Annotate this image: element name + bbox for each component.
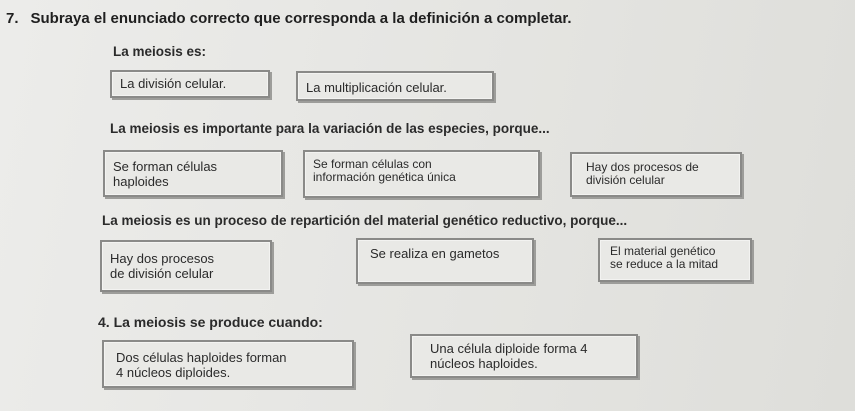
exercise-instruction: Subraya el enunciado correcto que corresponda a la definición a completar.	[30, 10, 572, 27]
q4-option-diploide-forma-haploides[interactable]	[410, 334, 638, 378]
option-label-line-1: Dos células haploides forman	[116, 350, 287, 365]
option-label: La división celular.	[120, 76, 227, 91]
q2-option-informacion-genetica-unica[interactable]	[303, 150, 540, 198]
option-label-line-2: núcleos haploides.	[430, 356, 538, 371]
option-label-line-1: Se forman células	[113, 159, 218, 174]
question-2-prompt: La meiosis es importante para la variación de las especies, porque...	[110, 121, 550, 136]
question-3-prompt: La meiosis es un proceso de repartición del material genético reductivo, porque...	[102, 213, 628, 228]
option-label-line-2: 4 núcleos diploides.	[116, 365, 231, 380]
option-label-line-1: El material genético	[610, 244, 716, 258]
q2-option-dos-procesos-division[interactable]	[570, 152, 742, 197]
question-4-prompt: 4. La meiosis se produce cuando:	[98, 314, 323, 330]
option-label-line-1: Hay dos procesos de	[586, 160, 699, 174]
option-label-line-2: se reduce a la mitad	[610, 257, 719, 271]
q4-option-haploides-forman-diploides[interactable]	[102, 340, 354, 388]
option-label-line-2: haploides	[113, 174, 169, 189]
option-label-line-1: Una célula diploide forma 4	[430, 341, 588, 356]
question-1-prompt: La meiosis es:	[113, 44, 207, 59]
option-label-line-1: Se forman células con	[313, 157, 432, 171]
q3-option-dos-procesos[interactable]	[100, 240, 272, 292]
exercise-number: 7.	[6, 10, 19, 27]
q3-option-realiza-en-gametos[interactable]	[356, 238, 534, 284]
q1-option-multiplicacion-celular[interactable]	[296, 71, 494, 101]
option-label: La multiplicación celular.	[306, 80, 447, 95]
q3-option-material-reduce-mitad[interactable]	[598, 238, 752, 282]
option-label-line-2: información genética única	[313, 170, 456, 184]
q1-option-division-celular[interactable]	[110, 70, 270, 98]
option-label-line-2: de división celular	[110, 266, 214, 281]
option-label-line-1: Hay dos procesos	[110, 251, 215, 266]
option-label-line-1: Se realiza en gametos	[370, 246, 500, 261]
option-label-line-2: división celular	[586, 173, 665, 187]
q2-option-celulas-haploides[interactable]	[103, 150, 283, 197]
exercise-title	[6, 10, 572, 27]
